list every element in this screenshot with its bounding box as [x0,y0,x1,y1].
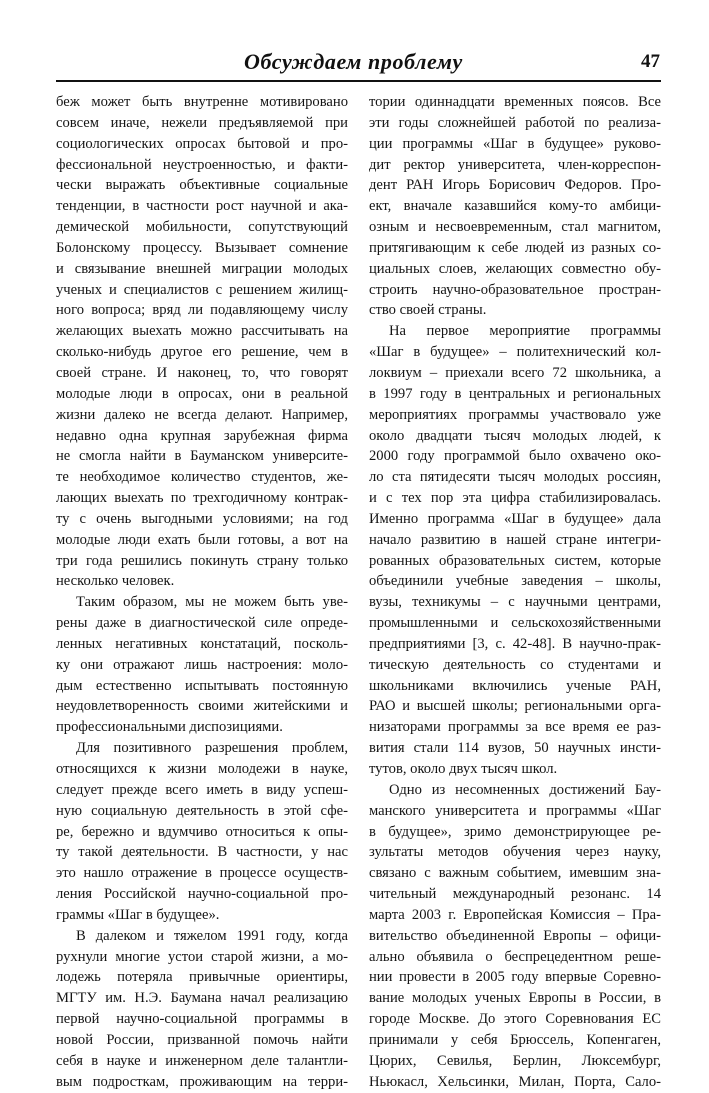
right-column-line: Именно программа «Шаг в будущее» дала [369,510,661,527]
left-column-line: молодые люди в опросах, они в реальной [56,385,348,402]
right-column-line: вание молодых ученых Европы в России, в [369,990,661,1007]
left-column-line: МГТУ им. Н.Э. Баумана начал реализацию [56,990,348,1007]
right-column-line: вития стали 114 вузов, 50 научных инсти- [369,740,661,757]
left-column-line: ученых и специалистов с решением жилищ- [56,281,348,298]
left-column-line: и связывание внешней миграции молодых [56,260,348,277]
right-column-line: городе Москве. До этого Соревнования ЕС [369,1011,661,1028]
right-column-line: На первое мероприятие программы [389,323,661,340]
right-column-line: ство своей страны. [369,302,487,319]
right-column-line: в будущее», зримо демонстрирующее ре- [369,823,661,840]
left-column-line: ную социальную деятельность в этой сфе- [56,802,348,819]
left-column-line: беж может быть внутренне мотивировано [56,94,348,110]
right-column-line: ло ста пятидесяти тысяч молодых россиян, [369,469,661,486]
left-column-line: желающих выехать можно рассчитывать на [56,323,348,340]
right-column-line: около двадцати тысяч молодых людей, к [369,427,661,444]
left-column-line: Таким образом, мы не можем быть уве- [76,594,348,611]
left-column-line: дым естественно испытывать постоянную [56,677,348,694]
right-column-line: эти годы сложнейшей работой по реализа- [369,114,661,131]
left-column-line: ного вопроса; вряд ли подавляющему числу [56,302,348,319]
left-column-line: неудовлетворенность своими житейскими и [56,698,348,715]
left-column-line: следует прежде всего иметь в виду успеш- [56,781,348,798]
left-column-line: профессиональными диспозициями. [56,719,283,736]
left-column-line: ления Российской научно-социальной про- [56,886,348,903]
left-column-line: вым подросткам, проживающим на терри- [56,1073,348,1090]
left-column-line: Для позитивного разрешения проблем, [76,740,348,757]
right-column-line: манского университета и программы «Шаг [369,802,661,819]
right-column-line: ально объявила о беспрецедентном реше- [369,948,661,965]
right-column-line: тическую деятельность со студентами и [369,656,661,673]
right-column-line: предприятиями [3, с. 42-48]. В научно-прак- [369,635,661,652]
left-column-line: ту с очень выгодными условиями; на год [56,510,348,527]
left-column-line: несколько человек. [56,573,175,590]
left-column-line: ку они отражают лишь настроения: моло- [56,656,348,673]
left-column-line: молодые люди ехать были готовы, а вот на [56,531,348,548]
right-column-line: РАО и высшей школы; региональными орга- [369,698,661,715]
left-column-line: недавно одна крупная зарубежная фирма [56,427,348,444]
left-column-line: первой научно-социальной программы в [56,1011,348,1028]
right-column-line: промышленными и сельскохозяйственными [369,615,661,632]
page-number: 47 [641,51,660,72]
left-column-line: ленных негативных констатаций, посколь- [56,635,348,652]
right-column-line: Ньюкасл, Хельсинки, Милан, Порта, Сало- [369,1073,661,1090]
left-column-line: сколько-нибудь другое его решение, чем в [56,344,348,361]
right-column-line: ект, вначале казавшийся кому-то амбици- [369,198,661,215]
right-text-column [369,92,661,1093]
right-column-line: и с тех пор эта цифра стабилизировалась. [369,490,661,507]
left-column-line: Болонскому процессу. Вызывает сомнение [56,239,348,256]
left-column-line: социологических опросах бытовой и про- [56,135,348,152]
left-column-line: новой России, призванной помочь найти [56,1031,348,1048]
right-column-line: зультаты методов обучения через науку, [369,844,661,861]
right-column-line: строить научно-образовательное простран- [369,281,661,298]
left-column-line: своей стране. И наконец, то, что говорят [56,364,348,381]
right-column-line: дент РАН Игорь Борисович Федоров. Про- [369,177,661,194]
right-column-line: школьниками включились ученые РАН, [369,677,661,694]
left-column-line: рухнули многие устои старой жизни, а мо- [56,948,348,965]
left-column-line: это нашло отражение в процессе осуществ- [56,865,348,882]
left-column-line: три года решились покинуть страну только [56,552,348,569]
right-column-line: притягивающим к себе людей из разных со- [369,239,661,256]
right-column-line: начало развитию в нашей стране интегри- [369,531,661,548]
left-text-column [56,92,348,1093]
right-column-line: низаторами программы за все время ее раз- [369,719,661,736]
right-column-line: нии провести в 2005 году впервые Соревно- [369,969,661,986]
left-column-line: лающих выехать по трехгодичному контрак- [56,490,348,507]
left-column-line: фессиональной неустроенностью, и факти- [56,156,348,173]
left-column-line: совсем иначе, нежели предъявляемой при [56,114,348,131]
right-column-line: циальных слоев, желающих совместно обу- [369,260,661,277]
right-column-line: марта 2003 г. Европейская Комиссия – Пра- [369,906,661,923]
left-column-line: жизни далеко не всегда делают. Например, [56,406,348,423]
header-rule [56,80,661,82]
left-column-line: В далеком и тяжелом 1991 году, когда [76,927,348,944]
right-column-line: Цюрих, Севилья, Берлин, Люксембург, [369,1052,661,1069]
right-column-line: вительство объединенной Европы – офици- [369,927,661,944]
right-column-line: дит ректор университета, член-корреспон- [369,156,661,173]
right-column-line: озным и несвоевременным, стал магнитом, [369,219,661,236]
left-column-line: рены даже в диагностической силе опреде- [56,615,348,632]
left-column-line: ре, бережно и вдумчиво относиться к опы- [56,823,348,840]
right-column-line: тутов, около двух тысяч школ. [369,761,558,777]
right-column-line: Одно из несомненных достижений Бау- [389,781,661,798]
right-column-line: принимали у себя Брюссель, Копенгаген, [369,1031,661,1048]
left-column-line: тенденции, в частности рост научной и ака- [56,198,348,215]
left-column-line: те необходимое количество студентов, же- [56,469,348,486]
right-column-line: «Шаг в будущее» – политехнический кол- [369,344,661,361]
left-column-line: ту такой деятельности. В частности, у нас [56,844,348,861]
right-column-line: в 1997 году в центральных и региональных [369,385,661,402]
right-column-line: объединили учебные заведения – школы, [369,573,661,590]
left-column-line: демической мобильности, сопутствующий [56,219,348,236]
left-column-line: не смогла найти в Бауманском университе- [56,448,348,465]
left-column-line: лодежь потеряла привычные ориентиры, [56,969,348,986]
right-column-line: вузы, техникумы – с научными центрами, [369,594,661,611]
right-column-line: локвиум – приехали всего 72 школьника, а [369,364,661,381]
right-column-line: ции программы «Шаг в будущее» руково- [369,135,661,152]
running-header-title: Обсуждаем проблему [244,49,463,74]
left-column-line: чески выражать объективные социальные [56,177,348,194]
right-column-line: чительный международный резонанс. 14 [369,886,661,903]
left-column-line: себя в науке и инженерном деле талантли- [56,1052,348,1069]
right-column-line: мероприятиях программы участвовало уже [369,406,661,423]
left-column-line: граммы «Шаг в будущее». [56,906,220,923]
right-column-line: 2000 году программой было охвачено око- [369,448,661,465]
left-column-line: относящихся к жизни молодежи в науке, [56,761,348,777]
right-column-line: тории одиннадцати временных поясов. Все [369,94,661,110]
right-column-line: рованных образовательных систем, которые [369,552,661,569]
right-column-line: связано с важным событием, имевшим зна- [369,865,661,882]
